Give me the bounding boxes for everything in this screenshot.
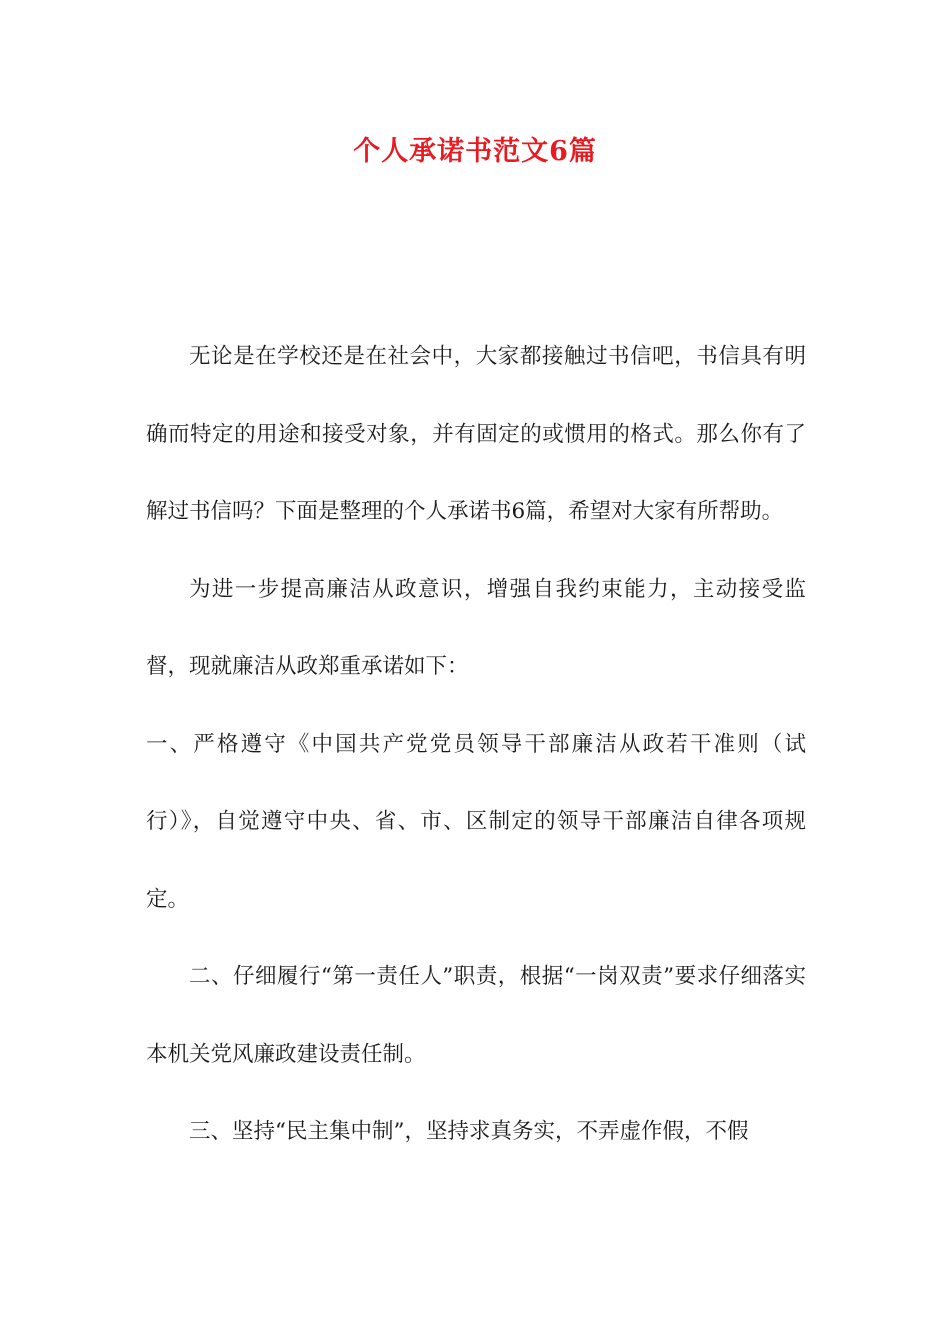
paragraph-pledge-preamble: 为进一步提高廉洁从政意识，增强自我约束能力，主动接受监督，现就廉洁从政郑重承诺如下： <box>146 576 806 679</box>
paragraph-intro: 无论是在学校还是在社会中，大家都接触过书信吧，书信具有明确而特定的用途和接受对象，并有固定的或惯用的格式。那么你有了解过书信吗？下面是整理的个人承诺书6篇，希望对大家有所帮助。 <box>146 344 806 524</box>
paragraph-item-3: 三、坚持“民主集中制”，坚持求真务实，不弄虚作假，不假 <box>189 1119 749 1144</box>
paragraph-item-2: 二、仔细履行“第一责任人”职责，根据“一岗双责”要求仔细落实本机关党风廉政建设责任制。 <box>146 964 806 1067</box>
document-title: 个人承诺书范文6篇 <box>353 136 597 167</box>
paragraph-item-1: 一、严格遵守《中国共产党党员领导干部廉洁从政若干准则（试行）》，自觉遵守中央、省、市、区制定的领导干部廉洁自律各项规定。 <box>146 731 806 912</box>
document-body <box>146 318 806 1171</box>
